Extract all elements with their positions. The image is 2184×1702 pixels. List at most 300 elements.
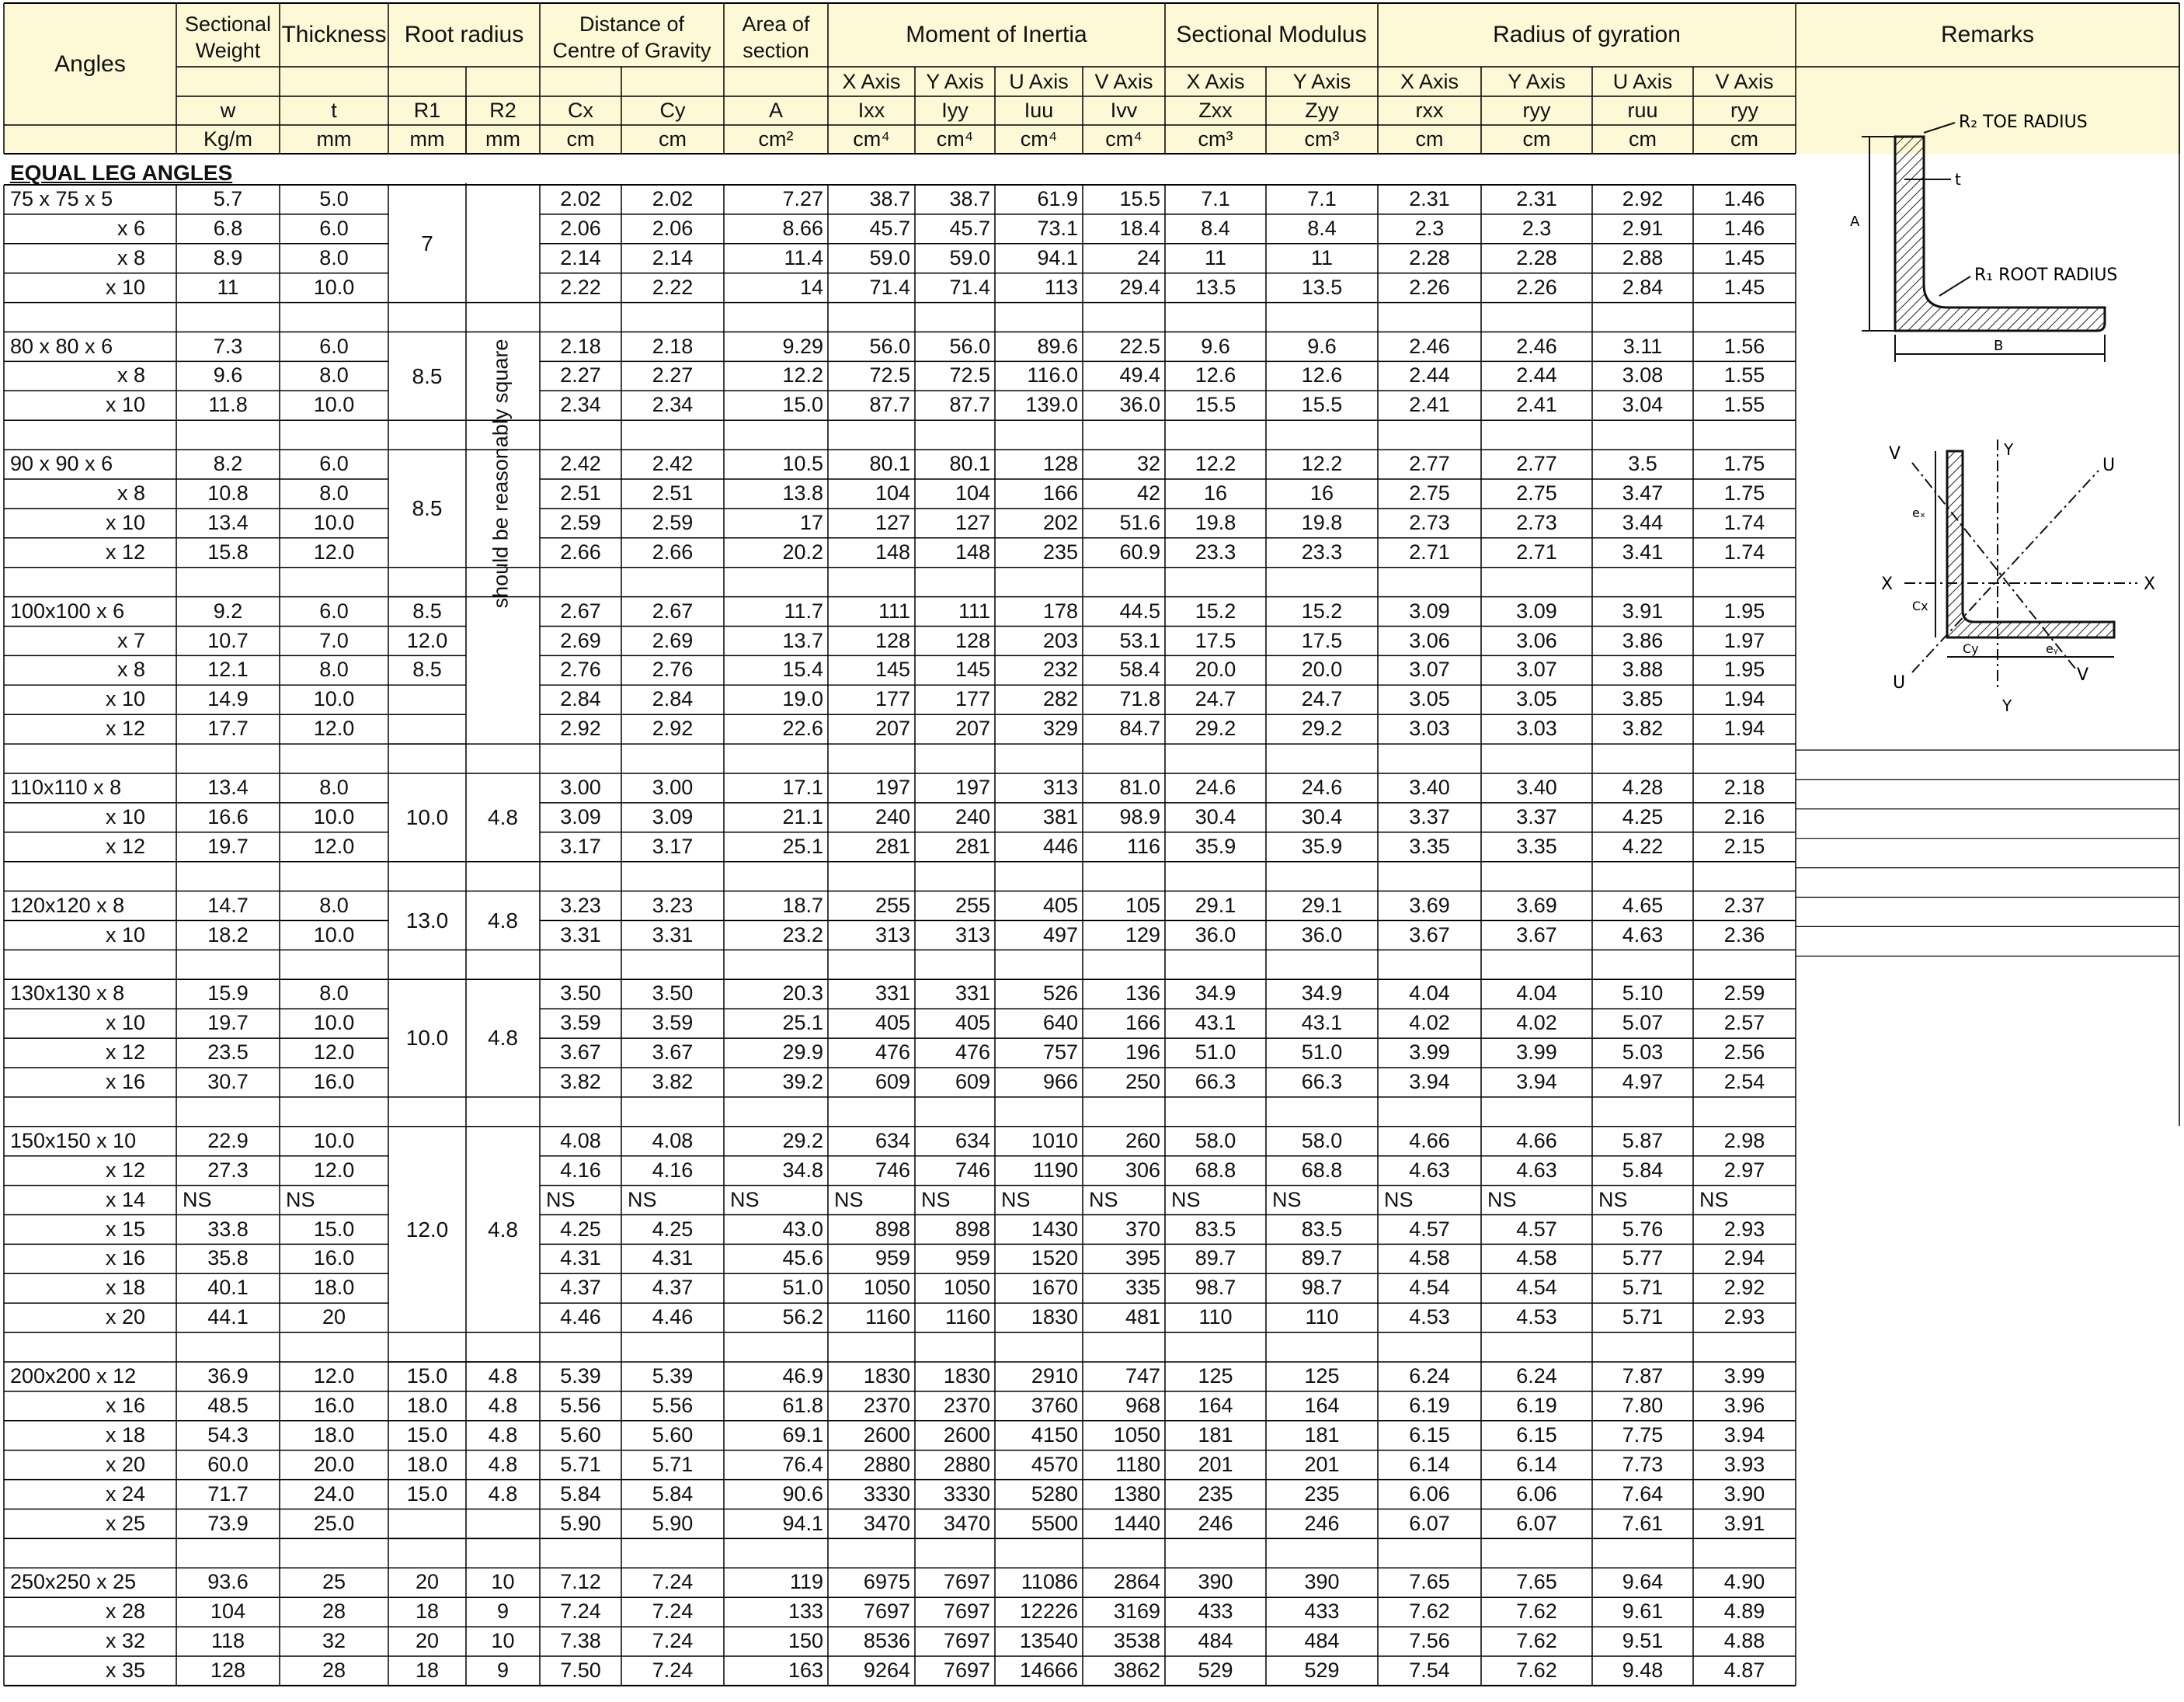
r2-value: 4.8	[488, 1393, 518, 1417]
value-cell: 2.28	[1409, 245, 1450, 269]
value-cell: 2.98	[1723, 1128, 1765, 1152]
value-cell: 104	[955, 481, 990, 505]
value-cell: 11.7	[784, 599, 823, 623]
value-cell: 7.61	[1622, 1511, 1664, 1535]
unit-header-8: cm⁴	[936, 127, 974, 151]
value-cell: 2.91	[1622, 216, 1664, 240]
value-cell: 2.26	[1516, 275, 1557, 299]
value-cell: 3760	[1031, 1393, 1078, 1417]
angle-designation: x 35	[105, 1659, 145, 1682]
value-cell: 24	[1136, 245, 1160, 269]
value-cell: 3.09	[652, 804, 694, 828]
value-cell: 4.87	[1723, 1659, 1765, 1682]
value-cell: 4.16	[560, 1158, 601, 1182]
r2-value: 4.8	[488, 1364, 518, 1388]
angle-designation: x 16	[105, 1070, 145, 1093]
value-cell: 2.67	[560, 599, 601, 623]
sectional-modulus-header: Sectional Modulus	[1176, 22, 1367, 47]
value-cell: 3.37	[1516, 804, 1557, 828]
value-cell: 18.4	[1119, 216, 1160, 240]
value-cell: 2.22	[652, 275, 694, 299]
angle-section-shape	[1895, 137, 2105, 331]
value-cell: 89.6	[1037, 334, 1078, 358]
value-cell: 35.9	[1195, 834, 1236, 858]
value-cell: 18.0	[313, 1276, 355, 1300]
value-cell: 3.99	[1409, 1040, 1450, 1065]
value-cell: 3.17	[652, 834, 694, 858]
angle-designation: 80 x 80 x 6	[10, 334, 113, 358]
value-cell: 59.0	[949, 245, 990, 269]
value-cell: 2.16	[1723, 804, 1765, 828]
value-cell: 2.56	[1723, 1040, 1765, 1065]
angle-designation: x 10	[105, 275, 145, 299]
value-cell: 2.41	[1409, 393, 1450, 417]
angle-designation: x 16	[105, 1246, 145, 1270]
value-cell: 2.02	[652, 187, 694, 210]
value-cell: 1.95	[1723, 658, 1765, 682]
value-cell: 3.85	[1622, 687, 1664, 711]
value-cell: 3.31	[652, 922, 694, 947]
value-cell: 2.36	[1723, 922, 1765, 947]
value-cell: 6.07	[1409, 1511, 1450, 1535]
value-cell: 94.1	[782, 1511, 823, 1535]
r2-value: 10	[491, 1629, 515, 1653]
value-cell: 23.2	[782, 922, 823, 947]
value-cell: 7.3	[213, 334, 243, 358]
value-cell: 246	[1198, 1511, 1233, 1535]
value-cell: 381	[1042, 804, 1078, 828]
value-cell: 260	[1125, 1128, 1160, 1152]
value-cell: 1010	[1031, 1128, 1078, 1152]
value-cell: 7697	[943, 1570, 990, 1594]
value-cell: NS	[183, 1187, 212, 1211]
value-cell: 4.28	[1622, 776, 1664, 799]
value-cell: 1.55	[1723, 393, 1765, 417]
r2-merged-value: 4.8	[488, 1026, 518, 1051]
sectional-weight-header-line2: Weight	[195, 39, 261, 62]
value-cell: 44.5	[1119, 599, 1160, 623]
value-cell: 7.73	[1622, 1452, 1664, 1476]
value-cell: 5.76	[1622, 1217, 1664, 1241]
value-cell: 9.64	[1622, 1570, 1664, 1594]
value-cell: 757	[1042, 1040, 1078, 1065]
value-cell: 3862	[1113, 1659, 1160, 1682]
value-cell: 12.0	[313, 1364, 355, 1388]
value-cell: 19.8	[1195, 510, 1236, 534]
angle-designation: 120x120 x 8	[10, 893, 125, 917]
value-cell: 6.0	[319, 452, 349, 476]
value-cell: 16.6	[207, 804, 249, 828]
r2-value: 4.8	[488, 1452, 518, 1476]
r1-value: 8.5	[412, 599, 442, 623]
value-cell: 4.08	[560, 1128, 601, 1152]
value-cell: 14666	[1019, 1659, 1078, 1682]
u-top-label: U	[2102, 456, 2116, 475]
value-cell: 207	[955, 717, 990, 741]
value-cell: 3330	[863, 1481, 910, 1506]
value-cell: 746	[875, 1158, 910, 1182]
r1-merged-value: 8.5	[412, 363, 443, 388]
value-cell: 526	[1042, 981, 1078, 1006]
value-cell: 20.2	[782, 540, 823, 564]
value-cell: 166	[1042, 481, 1078, 505]
value-cell: 83.5	[1301, 1217, 1343, 1241]
value-cell: 1.45	[1723, 275, 1765, 299]
value-cell: 2.73	[1516, 510, 1557, 534]
r1-value: 15.0	[406, 1422, 448, 1447]
value-cell: 497	[1042, 922, 1078, 947]
value-cell: 12.0	[313, 1040, 355, 1065]
value-cell: 2.67	[652, 599, 694, 623]
value-cell: 80.1	[869, 452, 910, 476]
value-cell: 6.19	[1409, 1393, 1450, 1417]
value-cell: 395	[1125, 1246, 1160, 1270]
value-cell: 71.4	[869, 275, 910, 299]
value-cell: 1670	[1031, 1276, 1078, 1300]
value-cell: 7.54	[1409, 1659, 1450, 1682]
value-cell: 10.0	[313, 922, 355, 947]
angle-designation: x 12	[105, 1158, 145, 1182]
value-cell: 3.41	[1622, 540, 1664, 564]
value-cell: 73.1	[1037, 216, 1078, 240]
value-cell: 2.42	[652, 452, 694, 476]
r1-value: 18.0	[406, 1452, 448, 1476]
angle-designation: x 28	[105, 1600, 145, 1624]
value-cell: 2.14	[560, 245, 601, 269]
r1-value: 15.0	[406, 1481, 448, 1506]
angle-designation: x 6	[117, 216, 145, 240]
angle-designation: x 8	[117, 658, 145, 682]
symbol-header-7: Ixx	[857, 99, 885, 122]
symbol-header-1: t	[331, 99, 337, 122]
centre-of-gravity-header	[540, 3, 724, 67]
leg-a-label: A	[1850, 214, 1860, 230]
value-cell: 390	[1304, 1570, 1340, 1594]
value-cell: 2.97	[1723, 1158, 1765, 1182]
value-cell: 68.8	[1301, 1158, 1343, 1182]
angle-designation: x 14	[105, 1187, 145, 1211]
value-cell: 94.1	[1037, 245, 1078, 269]
value-cell: 10.0	[313, 275, 355, 299]
value-cell: 1.94	[1723, 717, 1765, 741]
value-cell: 3.03	[1516, 717, 1557, 741]
value-cell: 7.1	[1307, 187, 1337, 210]
angle-designation: x 32	[105, 1629, 145, 1653]
r2-value: 4.8	[488, 1481, 518, 1506]
value-cell: 11.8	[208, 393, 248, 417]
value-cell: 2.44	[1516, 363, 1557, 387]
value-cell: 7.12	[560, 1570, 601, 1594]
value-cell: 5.71	[652, 1452, 694, 1476]
value-cell: 177	[955, 687, 990, 711]
value-cell: 20.3	[782, 981, 823, 1006]
u-axis-line	[1912, 471, 2099, 672]
value-cell: 2.06	[560, 216, 601, 240]
value-cell: 24.7	[1301, 687, 1343, 711]
r1-merged-value: 10.0	[405, 1026, 449, 1051]
symbol-header-11: Zxx	[1198, 99, 1233, 122]
value-cell: 10.0	[313, 687, 355, 711]
value-cell: 24.6	[1301, 776, 1343, 799]
value-cell: 446	[1042, 834, 1078, 858]
value-cell: 281	[875, 834, 910, 858]
value-cell: 959	[875, 1246, 910, 1270]
value-cell: 7.0	[319, 628, 349, 652]
value-cell: 27.3	[207, 1158, 249, 1182]
value-cell: 2.84	[560, 687, 601, 711]
value-cell: 136	[1125, 981, 1160, 1006]
value-cell: 15.8	[207, 540, 249, 564]
value-cell: 898	[955, 1217, 990, 1241]
value-cell: 1.74	[1723, 540, 1765, 564]
value-cell: 4570	[1031, 1452, 1078, 1476]
moment-of-inertia-header: Moment of Inertia	[906, 22, 1087, 47]
value-cell: 2.27	[560, 363, 601, 387]
value-cell: 15.0	[782, 393, 823, 417]
value-cell: 35.8	[207, 1246, 249, 1270]
r1-value: 18	[415, 1600, 440, 1624]
value-cell: 13.8	[782, 481, 823, 505]
value-cell: 7697	[943, 1600, 990, 1624]
value-cell: 5.71	[1622, 1305, 1664, 1329]
value-cell: 30.4	[1301, 804, 1343, 828]
value-cell: 2.92	[1723, 1276, 1765, 1300]
value-cell: 98.7	[1301, 1276, 1343, 1300]
value-cell: 4.66	[1409, 1128, 1450, 1152]
value-cell: 66.3	[1301, 1070, 1343, 1093]
value-cell: 3.40	[1516, 776, 1557, 799]
value-cell: 13540	[1019, 1629, 1078, 1653]
value-cell: 3.05	[1409, 687, 1450, 711]
r1-value: 20	[415, 1629, 440, 1653]
value-cell: 2.28	[1516, 245, 1557, 269]
value-cell: 8.0	[319, 893, 349, 917]
value-cell: 2.27	[652, 363, 694, 387]
value-cell: 6.14	[1409, 1452, 1450, 1476]
value-cell: 23.3	[1195, 540, 1236, 564]
value-cell: 8.0	[319, 776, 349, 799]
value-cell: 127	[955, 510, 990, 534]
value-cell: 29.2	[1301, 717, 1343, 741]
unit-header-5: cm	[659, 127, 687, 151]
r1-merged-value: 10.0	[405, 805, 449, 829]
root-radius-header: Root radius	[404, 22, 524, 47]
value-cell: 246	[1304, 1511, 1340, 1535]
remarks-header: Remarks	[1940, 22, 2034, 47]
value-cell: 145	[955, 658, 990, 682]
thickness-header: Thickness	[281, 22, 387, 47]
value-cell: 3.50	[652, 981, 694, 1006]
angle-designation: x 10	[105, 1011, 145, 1035]
sectional-weight-header-line1: Sectional	[184, 12, 272, 36]
value-cell: 10.0	[313, 804, 355, 828]
value-cell: 4.54	[1516, 1276, 1557, 1300]
value-cell: 3.94	[1409, 1070, 1450, 1093]
value-cell: 7.38	[560, 1629, 601, 1653]
value-cell: 331	[955, 981, 990, 1006]
value-cell: 9264	[863, 1659, 910, 1682]
value-cell: 3.35	[1516, 834, 1557, 858]
leg-b-label: B	[1994, 338, 2004, 354]
value-cell: 59.0	[869, 245, 910, 269]
angle-designation: x 10	[105, 687, 145, 711]
value-cell: 529	[1198, 1659, 1233, 1682]
value-cell: 6.07	[1516, 1511, 1557, 1535]
value-cell: 3.00	[560, 776, 601, 799]
value-cell: 1160	[864, 1305, 910, 1329]
axis-header-12: Y Axis	[1292, 70, 1351, 93]
value-cell: 181	[1304, 1422, 1340, 1447]
value-cell: 3.40	[1409, 776, 1450, 799]
value-cell: 8.2	[213, 452, 243, 476]
value-cell: 4.53	[1409, 1305, 1450, 1329]
r1-value: 15.0	[406, 1364, 448, 1388]
value-cell: 3.82	[1622, 717, 1664, 741]
value-cell: 128	[1042, 452, 1078, 476]
value-cell: 20	[322, 1305, 346, 1329]
value-cell: 4.57	[1516, 1217, 1557, 1241]
value-cell: 34.8	[782, 1158, 823, 1182]
unit-header-7: cm⁴	[853, 127, 890, 151]
value-cell: 12.0	[313, 540, 355, 564]
reasonably-square-note	[474, 186, 528, 761]
value-cell: 1.75	[1723, 481, 1765, 505]
value-cell: 2910	[1031, 1364, 1078, 1388]
value-cell: 110	[1305, 1305, 1339, 1329]
value-cell: 313	[875, 922, 910, 947]
value-cell: 335	[1125, 1276, 1160, 1300]
axis-header-11: X Axis	[1186, 70, 1245, 93]
value-cell: 45.6	[782, 1246, 823, 1270]
value-cell: 20.0	[1195, 658, 1236, 682]
value-cell: 15.9	[207, 981, 249, 1006]
value-cell: 5.84	[560, 1481, 601, 1506]
value-cell: 29.9	[782, 1040, 823, 1065]
value-cell: NS	[1001, 1187, 1031, 1211]
value-cell: 1.56	[1723, 334, 1765, 358]
value-cell: 1.74	[1723, 510, 1765, 534]
unit-header-12: cm³	[1304, 127, 1340, 151]
angle-designation: x 18	[105, 1276, 145, 1300]
value-cell: 7.75	[1622, 1422, 1664, 1447]
value-cell: 11	[217, 275, 239, 299]
angle-designation: 100x100 x 6	[10, 599, 125, 623]
value-cell: 4.02	[1516, 1011, 1557, 1035]
value-cell: 13.4	[207, 776, 249, 799]
value-cell: 32	[1136, 452, 1160, 476]
value-cell: 43.1	[1195, 1011, 1236, 1035]
value-cell: 19.0	[782, 687, 823, 711]
value-cell: 5.90	[652, 1511, 694, 1535]
value-cell: 6.15	[1409, 1422, 1450, 1447]
value-cell: 17.1	[782, 776, 823, 799]
axis-header-10: V Axis	[1094, 70, 1153, 93]
unit-header-4: cm	[566, 127, 595, 151]
value-cell: 2.73	[1409, 510, 1450, 534]
value-cell: 2.18	[652, 334, 694, 358]
value-cell: 7.24	[652, 1600, 694, 1624]
reasonably-square-text: should be reasonably square	[489, 339, 513, 609]
value-cell: 8.0	[319, 981, 349, 1006]
value-cell: 33.8	[207, 1217, 249, 1241]
value-cell: 14	[799, 275, 823, 299]
unit-header-13: cm	[1415, 127, 1444, 151]
value-cell: 93.6	[207, 1570, 249, 1594]
angle-designation: x 10	[105, 393, 145, 417]
centre-of-gravity-header-line2: Centre of Gravity	[552, 39, 711, 62]
value-cell: 23.3	[1301, 540, 1343, 564]
value-cell: 3.67	[560, 1040, 601, 1065]
value-cell: 201	[1198, 1452, 1233, 1476]
value-cell: 7.64	[1622, 1481, 1664, 1506]
angle-designation: 75 x 75 x 5	[10, 187, 113, 210]
unit-header-0: Kg/m	[203, 127, 253, 151]
value-cell: 14.7	[207, 893, 249, 917]
value-cell: 3.91	[1723, 1511, 1765, 1535]
value-cell: 2370	[863, 1393, 910, 1417]
value-cell: 1830	[863, 1364, 910, 1388]
value-cell: 43.0	[782, 1217, 823, 1241]
symbol-header-13: rxx	[1415, 99, 1444, 122]
value-cell: 17.7	[207, 717, 249, 741]
value-cell: 8.0	[319, 363, 349, 387]
value-cell: 44.1	[207, 1305, 249, 1329]
value-cell: 73.9	[207, 1511, 249, 1535]
value-cell: 4.25	[652, 1217, 694, 1241]
value-cell: 5.84	[1622, 1158, 1664, 1182]
value-cell: 4.25	[560, 1217, 601, 1241]
symbol-header-5: Cy	[659, 99, 686, 122]
value-cell: 3.09	[1516, 599, 1557, 623]
value-cell: 966	[1042, 1070, 1078, 1093]
value-cell: 3.00	[652, 776, 694, 799]
value-cell: 2.31	[1409, 187, 1450, 210]
value-cell: 38.7	[949, 187, 990, 210]
value-cell: 3.96	[1723, 1393, 1765, 1417]
axis-header-15: U Axis	[1612, 70, 1673, 93]
thickness-label: t	[1955, 170, 1961, 189]
value-cell: 15.2	[1301, 599, 1343, 623]
r1-merged-value: 8.5	[412, 496, 443, 521]
value-cell: 2.51	[560, 481, 601, 505]
value-cell: 40.1	[207, 1276, 249, 1300]
value-cell: 484	[1304, 1629, 1340, 1653]
value-cell: 89.7	[1195, 1246, 1236, 1270]
r1-value: 20	[415, 1570, 440, 1594]
value-cell: 3.90	[1723, 1481, 1765, 1506]
value-cell: 24.6	[1195, 776, 1236, 799]
value-cell: 1830	[1031, 1305, 1078, 1329]
value-cell: 634	[955, 1128, 990, 1152]
value-cell: 4.08	[652, 1128, 694, 1152]
value-cell: 2.92	[652, 717, 694, 741]
value-cell: 29.2	[782, 1128, 823, 1152]
value-cell: 6.19	[1516, 1393, 1557, 1417]
value-cell: 8.4	[1307, 216, 1337, 240]
value-cell: 2.41	[1516, 393, 1557, 417]
value-cell: 110	[1198, 1305, 1233, 1329]
value-cell: 17.5	[1195, 628, 1236, 652]
angle-designation: 150x150 x 10	[10, 1128, 137, 1152]
value-cell: 2.84	[652, 687, 694, 711]
value-cell: 3.59	[560, 1011, 601, 1035]
y-bottom-label: Y	[2002, 696, 2012, 715]
value-cell: 8.0	[319, 658, 349, 682]
r1-value: 18	[415, 1659, 440, 1682]
r1-value: 12.0	[406, 628, 448, 652]
value-cell: 39.2	[782, 1070, 823, 1093]
value-cell: 484	[1198, 1629, 1233, 1653]
